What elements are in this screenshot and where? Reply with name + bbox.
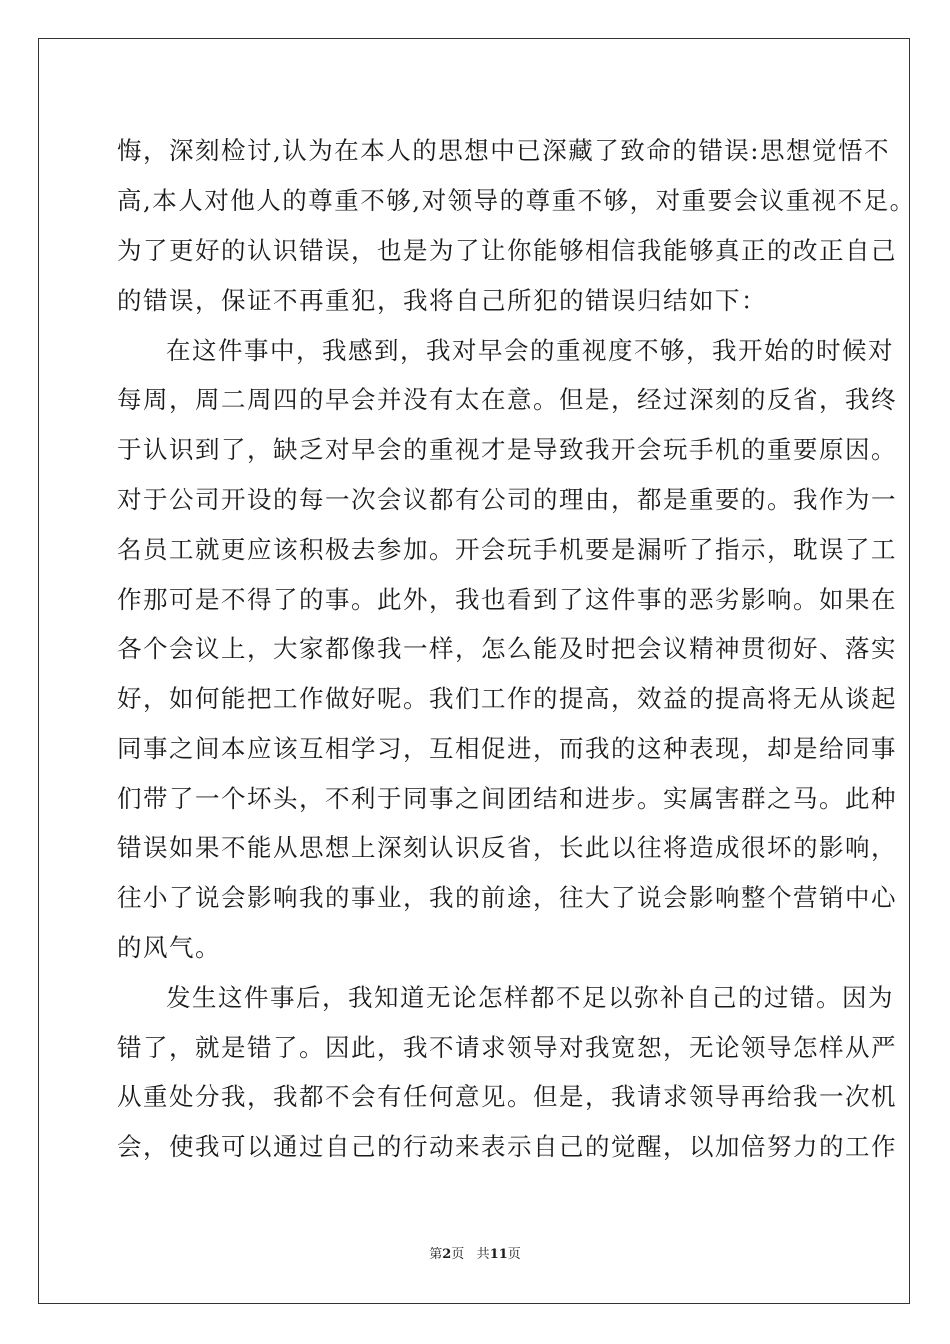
paragraph-first-line: 在这件事中，我感到，我对早会的重视度不够，我开始的时候对 [166,336,894,365]
text-line: 悔，深刻检讨,认为在本人的思想中已深藏了致命的错误:思想觉悟不 [117,136,891,165]
page-label-prefix: 第 [429,1247,443,1262]
text-line: 为了更好的认识错误，也是为了让你能够相信我能够真正的改正自己 [117,236,897,265]
page-label-suffix: 页 [451,1247,465,1262]
text-line: 好，如何能把工作做好呢。我们工作的提高，效益的提高将无从谈起 [117,684,897,713]
paragraph-first-line: 发生这件事后，我知道无论怎样都不足以弥补自己的过错。因为 [166,983,894,1012]
text-line: 会，使我可以通过自己的行动来表示自己的觉醒，以加倍努力的工作 [117,1132,897,1161]
text-line: 每周，周二周四的早会并没有太在意。但是，经过深刻的反省，我终 [117,385,897,414]
total-label-prefix: 共 [476,1247,490,1262]
text-line: 各个会议上，大家都像我一样，怎么能及时把会议精神贯彻好、落实 [117,634,897,663]
page-border [38,38,910,1304]
total-page-count: 11 [489,1247,508,1262]
current-page-number: 2 [442,1247,452,1262]
text-line: 的错误，保证不再重犯，我将自己所犯的错误归结如下： [117,286,767,315]
text-line: 错了，就是错了。因此，我不请求领导对我宽恕，无论领导怎样从严 [117,1033,897,1062]
page-footer [0,1246,950,1264]
text-line: 同事之间本应该互相学习，互相促进，而我的这种表现，却是给同事 [117,734,897,763]
text-line: 错误如果不能从思想上深刻认识反省，长此以往将造成很坏的影响， [117,833,897,862]
text-line: 从重处分我，我都不会有任何意见。但是，我请求领导再给我一次机 [117,1082,897,1111]
text-line: 们带了一个坏头，不利于同事之间团结和进步。实属害群之马。此种 [117,784,897,813]
text-line: 的风气。 [117,933,221,962]
text-line: 作那可是不得了的事。此外，我也看到了这件事的恶劣影响。如果在 [117,585,897,614]
text-line: 于认识到了，缺乏对早会的重视才是导致我开会玩手机的重要原因。 [117,435,897,464]
text-line: 往小了说会影响我的事业，我的前途，往大了说会影响整个营销中心 [117,883,897,912]
text-line: 高,本人对他人的尊重不够,对领导的尊重不够，对重要会议重视不足。 [117,186,916,215]
text-line: 对于公司开设的每一次会议都有公司的理由，都是重要的。我作为一 [117,485,897,514]
text-line: 名员工就更应该积极去参加。开会玩手机要是漏听了指示，耽误了工 [117,535,897,564]
total-label-suffix: 页 [507,1247,521,1262]
